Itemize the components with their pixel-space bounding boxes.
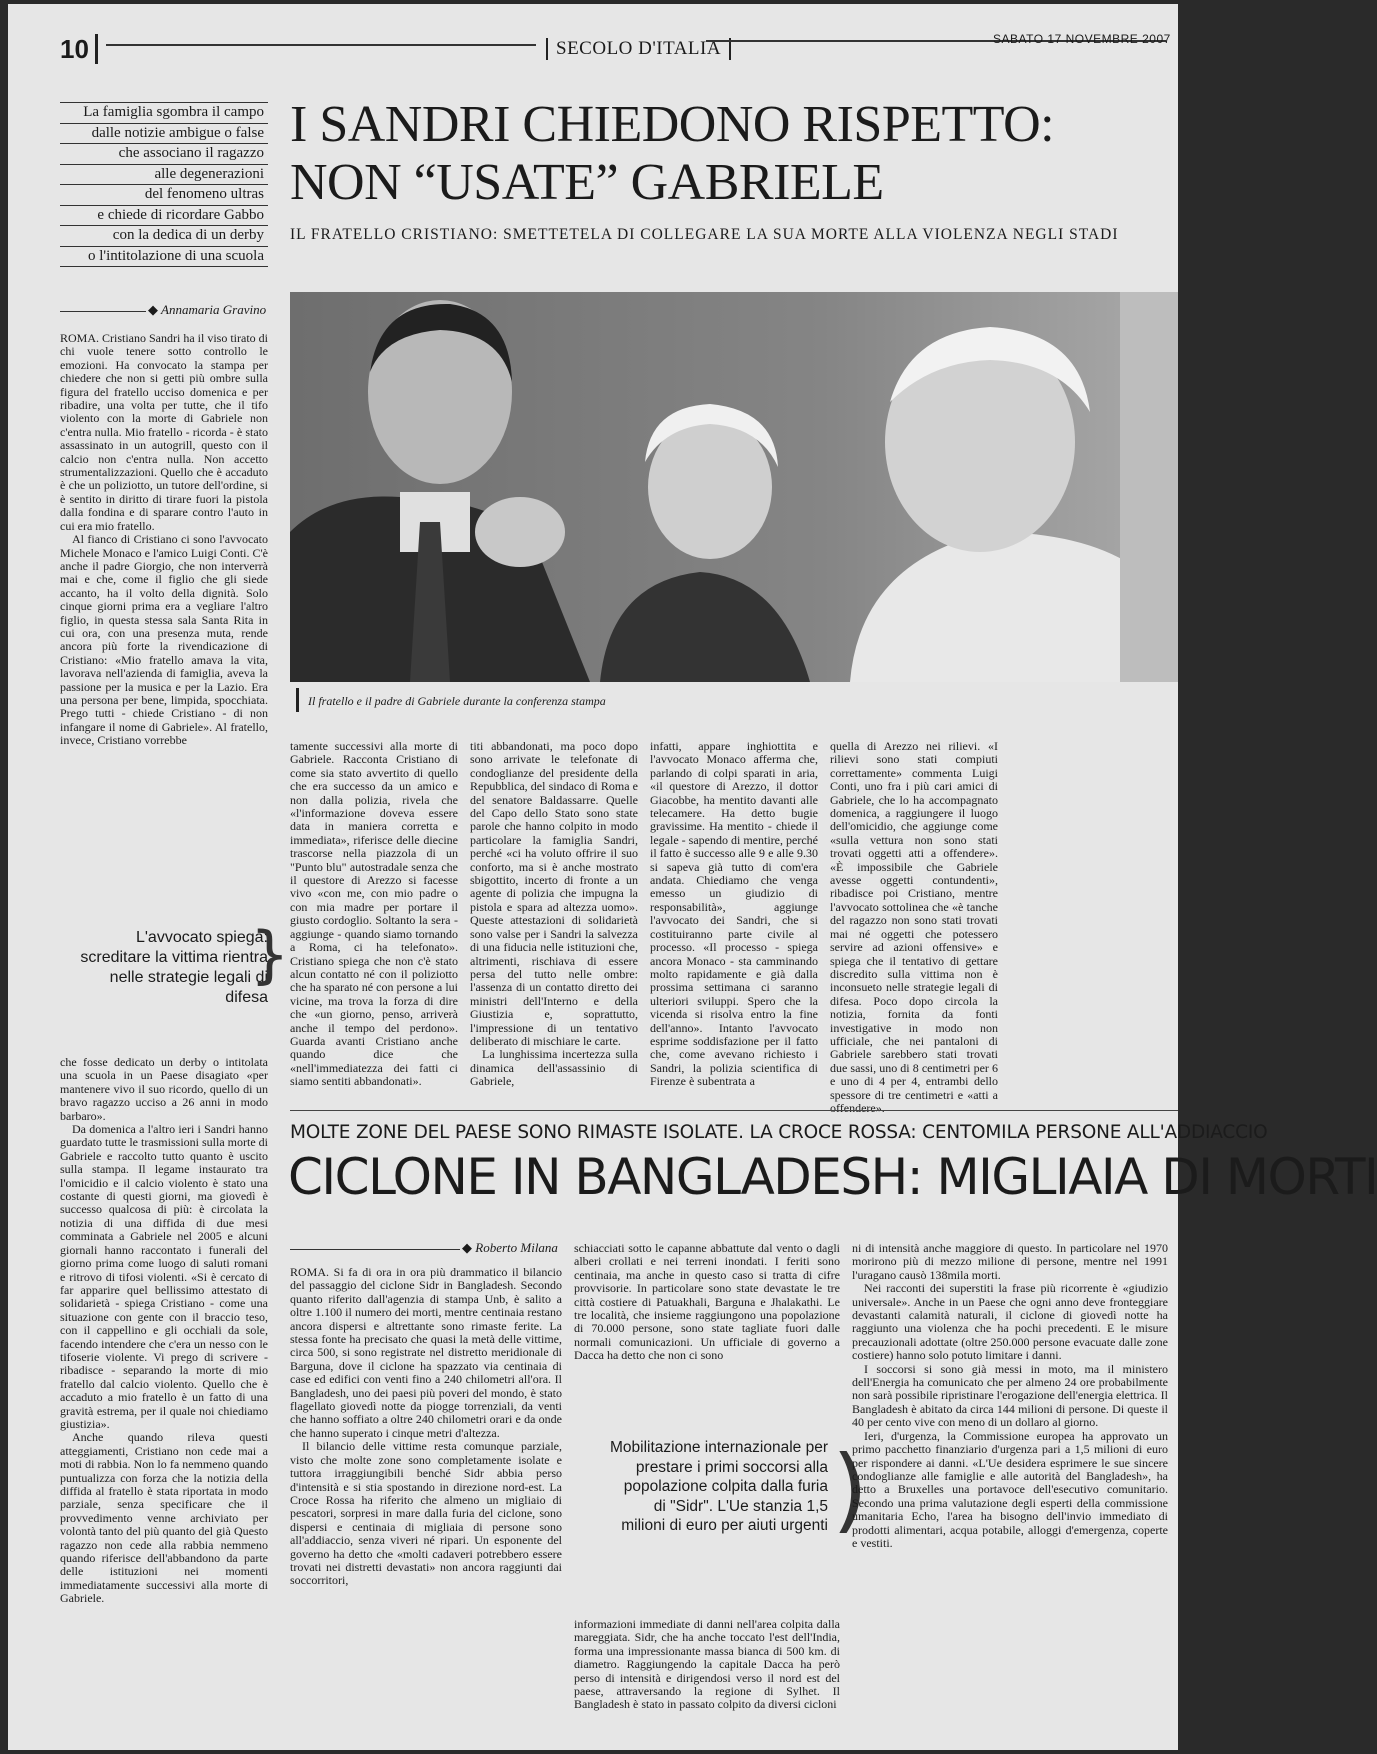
summary-line: o l'intitolazione di una scuola <box>60 247 268 268</box>
byline <box>60 302 266 318</box>
article-column-1-continued <box>60 1056 268 1746</box>
byline-rule <box>290 1249 460 1250</box>
summary-line: e chiede di ricordare Gabbo <box>60 206 268 227</box>
article-column-1 <box>60 332 268 826</box>
article-column-2 <box>290 739 458 1089</box>
paragraph: titi abbandonati, ma poco dopo sono arrivate le telefonate di condoglianze del presidente della Repubblica, del sindaco di Roma e del senatore Baldassarre. Quelle del Capo dello Stato sono state parole che hanno colpito in modo particolare la famiglia Sandri, perché «ci ha voluto offrire il suo conforto, ma si è anche mostrato sbigottito, incerto di fronte a un agente di polizia che impugna la pistola e spara ad altezza uomo». Queste attestazioni di solidarietà sono valse per i Sandri la salvezza di una fiducia nelle istituzioni che, altrimenti, rischiava di essere persa del tutto nelle ombre: l'assenza di un contatto diretto dei ministri dell'Interno e della Giustizia e, soprattutto, l'impressione di un tentativo deliberato di mischiare le carte. <box>470 739 638 1048</box>
paragraph: Ieri, d'urgenza, la Commissione europea ha approvato un primo pacchetto finanziario d'urgenza pari a 1,5 milioni di euro per rispondere ai danni. «L'Ue desidera esprimere le sue sincere condoglianze alle famiglie e alle autorità del Bangladesh», ha detto a Bruxelles una portavoce dell'esecutivo comunitario. Secondo una prima valutazione degli esperti della commissione umanitaria Echo, l'area ha bisogno dell'invio immediato di prodotti alimentari, acqua potabile, alloggi d'emergenza, coperte e vestiti. <box>852 1428 1168 1550</box>
summary-line: alle degenerazioni <box>60 165 268 186</box>
brace-icon: ) <box>832 1436 868 1543</box>
byline-author: Roberto Milana <box>475 1240 558 1255</box>
headline-line-2: NON “USATE” GABRIELE <box>290 154 884 211</box>
summary-line: La famiglia sgombra il campo <box>60 102 268 124</box>
newspaper-page <box>8 4 1377 1750</box>
article-summary <box>60 102 268 267</box>
caption-bar <box>296 688 299 712</box>
section-divider <box>290 1110 1178 1111</box>
paragraph: Anche quando rileva questi atteggiamenti, Cristiano non cede mai a moti di rabbia. Non lo fa nemmeno quando puntualizza con forza che la notizia della diffida al fratello è stata riportata in modo parziale, senza specificare che il provvedimento venne archiviato per volontà tanto del più quanto del già Questo ragazzo non cede alla rabbia nemmeno quando riferisce dell'abbandono da parte delle istituzioni nei momenti immediatamente successivi alla morte di Gabriele. <box>60 1430 268 1606</box>
paragraph: informazioni immediate di danni nell'area colpita dalla mareggiata. Sidr, che ha anche toccato l'est dell'India, forma una impressionante massa bianca di 500 km. di diametro. Raggiungendo la capitale Dacca ha però perso di intensità e dirigendosi verso il nord est del paese, attraversando la regione di Sylhet. Il Bangladesh è stato in passato colpito da diversi cicloni <box>574 1617 840 1712</box>
publication-name: SECOLO D'ITALIA <box>546 38 731 60</box>
summary-line: con la dedica di un derby <box>60 226 268 247</box>
paragraph: Da domenica a l'altro ieri i Sandri hanno guardato tutte le trasmissioni sulla morte di Gabriele e raccolto tutto quanto è uscito sulla stampa. Il legame instaurato tra l'omicidio e il calcio violento è stato una costante di questi giorni, ma giovedì è successo qualcosa di più: è circolata la notizia di una diffida di due mesi comminata a Gabriele nel 2005 e alcuni giornali hanno raccontato i funerali del giorno prima come luogo di saluti romani e ritrovo di tifosi violenti. «Si è cercato di far apparire quel bellissimo attestato di solidarietà - spiega Cristiano - come una situazione con gente con il braccio teso, con il cappellino e gli occhiali da sole, facendo intendere che c'era un nesso con le tifoserie violente. Vi prego di scrivere - ribadisce - separando la morte di mio fratello dal calcio violento. Quello che è accaduto a mio fratello è un fatto di una gravità estrema, per il quale noi chiediamo giustizia». <box>60 1122 268 1431</box>
brace-icon: } <box>250 918 290 991</box>
pull-quote-box <box>78 928 268 1008</box>
paragraph: schiacciati sotto le capanne abbattute dal vento o dagli alberi crollati e nei terreni inondati. I feriti sono centinaia, ma anche in questo caso si tratta di cifre provvisorie. In particolare sono state devastate le tre città costiere di Patuakhali, Barguna e Jhalakathi. Le tre località, che insieme raggiungono una popolazione di 70.000 persone, sono state tagliate fuori dalle normali comunicazioni. Un ufficiale di governo a Dacca ha detto che non ci sono <box>574 1241 840 1363</box>
article-column-1 <box>290 1266 562 1750</box>
paragraph: ROMA. Cristiano Sandri ha il viso tirato di chi vuole tenere sotto controllo le emozioni. Ha convocato la stampa per chiedere che non si getti più ombre sulla figura del fratello ucciso domenica e per ribadire, una volta per tutte, che il tifo violento con la morte di Gabriele non c'entra nulla. Mio fratello - ricorda - è stato assassinato in un autogrill, questo con il calcio non c'entra nulla. Non accetto strumentalizzazioni. Quello che è accaduto è che un poliziotto, un tutore dell'ordine, si è sentito in diritto di tirare fuori la pistola dalla fondina e di sparare contro l'auto in cui era mio fratello. <box>60 331 268 533</box>
summary-line: dalle notizie ambigue o false <box>60 124 268 145</box>
article-column-2 <box>574 1242 840 1432</box>
diamond-icon: ◆ <box>462 1240 472 1255</box>
summary-line: che associano il ragazzo <box>60 144 268 165</box>
paragraph: infatti, appare inghiottita e l'avvocato Monaco afferma che, parlando di colpi sparati in aria, «il questore di Arezzo, il dottor Giacobbe, ha mentito davanti alle telecamere. Ha detto bugie gravissime. Ha mentito - chiede il legale - sapendo di mentire, perché il fatto è successo alle 9 e alle 9.30 si sapeva già tutto di com'era andata. Chiediamo che venga emesso un giudizio di responsabilità», aggiunge l'avvocato dei Sandri, che si costituiranno parte civile al processo. «Il processo - spiega ancora Monaco - sta camminando molto rapidamente e già dalla prossima settimana ci saranno ulteriori sviluppi. Spero che la vicenda si risolva entro la fine dell'anno». Intanto l'avvocato esprime soddisfazione per il fatto che, come avevano richiesto i Sandri, la polizia scientifica di Firenze è subentrata a <box>650 739 818 1089</box>
pull-quote: Mobilitazione internazionale per prestare i primi soccorsi alla popolazione colpita dalla furia di "Sidr". L'Ue stanzia 1,5 milioni di euro per aiuti urgenti <box>610 1439 828 1534</box>
press-conference-photo <box>290 292 1178 682</box>
paragraph: Al fianco di Cristiano ci sono l'avvocato Michele Monaco e l'amico Luigi Conti. C'è anche il padre Giorgio, che non interverrà mai e che, come il figlio che gli siede accanto, ha il volto della dignità. Solo cinque giorni prima era a vegliare l'altro figlio, in questa stessa sala Santa Rita in cui ora, con una presenza muta, rende ancora più forte la rivendicazione di Cristiano: «Mio fratello amava la vita, lavorava nell'azienda di famiglia, aveva la passione per la musica e per la Lazio. Era una persona per bene, limpida, spocchiata. Prego tutti - chiede Cristiano - di non infangare il nome di Gabriele». Al fratello, invece, Cristiano vorrebbe <box>60 532 268 748</box>
article-column-3 <box>470 739 638 1089</box>
photo-caption: Il fratello e il padre di Gabriele durante la conferenza stampa <box>308 694 606 708</box>
paragraph: Il bilancio delle vittime resta comunque parziale, visto che molte zone sono completamente isolate e tuttora irraggiungibili benché Sidr abbia perso d'intensità e si stia spostando in direzione nord-est. La Croce Rossa ha riferito che almeno un migliaio di pescatori, sorpresi in mare dalla furia del ciclone, sono dispersi e centinaia di migliaia di persone sono all'addiaccio, senza viveri né ripari. Un esponente del governo ha detto che «molti cadaveri potrebbero essere trovati nei distretti devastati» non ancora raggiunti dai soccorritori, <box>290 1439 562 1588</box>
article-column-5 <box>830 739 998 1115</box>
paragraph: ni di intensità anche maggiore di questo. In particolare nel 1970 morirono più di mezzo milione di persone, mentre nel 1991 l'uragano causò 138mila morti. <box>852 1241 1168 1282</box>
pull-quote-box <box>608 1438 828 1536</box>
header-rule-left <box>106 44 536 46</box>
byline <box>290 1240 558 1256</box>
paragraph: quella di Arezzo nei rilievi. «I rilievi sono stati compiuti correttamente» commenta Luigi Conti, uno fra i più cari amici di Gabriele, che lo ha accompagnato domenica, a raggiungere il luogo dell'omicidio, che aggiunge come «sulla vettura non sono stati trovati oggetti atti a offendere». «È impossibile che Gabriele avesse oggetti contundenti», ribadisce poi Cristiano, mentre l'avvocato sottolinea che «è tanche del ragazzo non sono stati trovati mai né oggetti che potessero servire ad azioni offensive» e spiega che il tentativo di gettare discredito sulla vittima non è inconsueto nelle strategie legali di difesa. Poco dopo circola la notizia, fornita da fonti investigative in modo non ufficiale, che nei pantaloni di Gabriele sarebbero stati trovati due sassi, uno di 8 centimetri per 6 e uno di 4 per 4, entrambi dello spessore di tre centimetri e «atti a offendere». <box>830 739 998 1115</box>
summary-line: del fenomeno ultras <box>60 185 268 206</box>
photo-illustration <box>290 292 1178 682</box>
article-headline <box>290 96 1054 212</box>
pull-quote: L'avvocato spiega: screditare la vittima rientra nelle strategie legali di difesa <box>80 929 268 1006</box>
article-headline: CICLONE IN BANGLADESH: MIGLIAIA DI MORTI <box>288 1148 1377 1206</box>
issue-date: SABATO 17 NOVEMBRE 2007 <box>993 32 1171 46</box>
paragraph: I soccorsi si sono già messi in moto, ma il ministero dell'Energia ha comunicato che per almeno 24 ore probabilmente non sarà possibile ripristinare l'erogazione dell'energia elettrica. Il Bangladesh è abitato da circa 144 milioni di persone. Di queste il 40 per cento vive con meno di un dollaro al giorno. <box>852 1361 1168 1430</box>
headline-line-1: I SANDRI CHIEDONO RISPETTO: <box>290 96 1055 153</box>
paragraph: ROMA. Si fa di ora in ora più drammatico il bilancio del passaggio del ciclone Sidr in Bangladesh. Secondo quanto riferito dall'agenzia di stampa Unb, è salito a oltre 1.100 il numero dei morti, mentre centinaia restano ancora dispersi e altrettante sono rimaste ferite. La stessa fonte ha precisato che quasi la metà delle vittime, circa 500, si sono registrate nel distretto meridionale di Barguna, dove il ciclone ha spazzato via centinaia di case ed edifici con venti fino a 240 chilometri all'ora. Il Bangladesh, uno dei paesi più poveri del mondo, è stato flagellato giovedì notte da piogge torrenziali, da venti che hanno soffiato a oltre 240 chilometri orari e da onde che hanno superato i cinque metri d'altezza. <box>290 1265 562 1440</box>
page-number: 10 <box>60 34 98 64</box>
paragraph: Nei racconti dei superstiti la frase più ricorrente è «giudizio universale». Anche in un Paese che ogni anno deve fronteggiare devastanti calamità naturali, il ciclone di giovedì notte ha raggiunto una violenza che ha pochi precedenti. E le misure precauzionali adottate (oltre 250.000 persone evacuate dalle zone costiere) hanno solo potuto limitare i danni. <box>852 1281 1168 1363</box>
byline-author: Annamaria Gravino <box>161 302 267 317</box>
paragraph: La lunghissima incertezza sulla dinamica dell'assassinio di Gabriele, <box>470 1047 638 1089</box>
article-column-4 <box>650 739 818 1089</box>
article-column-2-continued <box>574 1618 840 1750</box>
article-kicker: MOLTE ZONE DEL PAESE SONO RIMASTE ISOLATE. LA CROCE ROSSA: CENTOMILA PERSONE ALL'ADDIACCIO <box>290 1122 1268 1143</box>
article-subheadline: IL FRATELLO CRISTIANO: SMETTETELA DI COLLEGARE LA SUA MORTE ALLA VIOLENZA NEGLI STADI <box>290 226 1119 243</box>
article-column-3 <box>852 1242 1168 1750</box>
paragraph: che fosse dedicato un derby o intitolata una scuola in un Paese disagiato «per mantenere vivo il suo ricordo, quello di un bravo ragazzo ucciso a 26 anni in modo barbaro». <box>60 1055 268 1123</box>
byline-rule <box>60 311 146 312</box>
diamond-icon: ◆ <box>148 302 158 317</box>
paragraph: tamente successivi alla morte di Gabriele. Racconta Cristiano di come sia stato avvertito di quello che era successo da un amico e non dalla polizia, rivela che «l'informazione doveva essere data in maniera corretta e immediata», riferisce delle diecine trascorse nella piazzola di un "Punto blu" autostradale senza che il questore di Arezzo si facesse vivo «con me, con mio padre o con mia madre per portare il giusto cordoglio. Soltanto la sera - aggiunge - quando siamo tornando a Roma, ci ha telefonato». Cristiano spiega che non c'è stato alcun contatto né con il poliziotto che ha sparato né con persone a lui vicine, ma trova la forza di dire che «un giorno, penso, arriverà anche il tempo del perdono». Guarda avanti Cristiano anche quando dice che «nell'immediatezza dei fatti ci siamo sentiti abbandonati». <box>290 739 458 1089</box>
